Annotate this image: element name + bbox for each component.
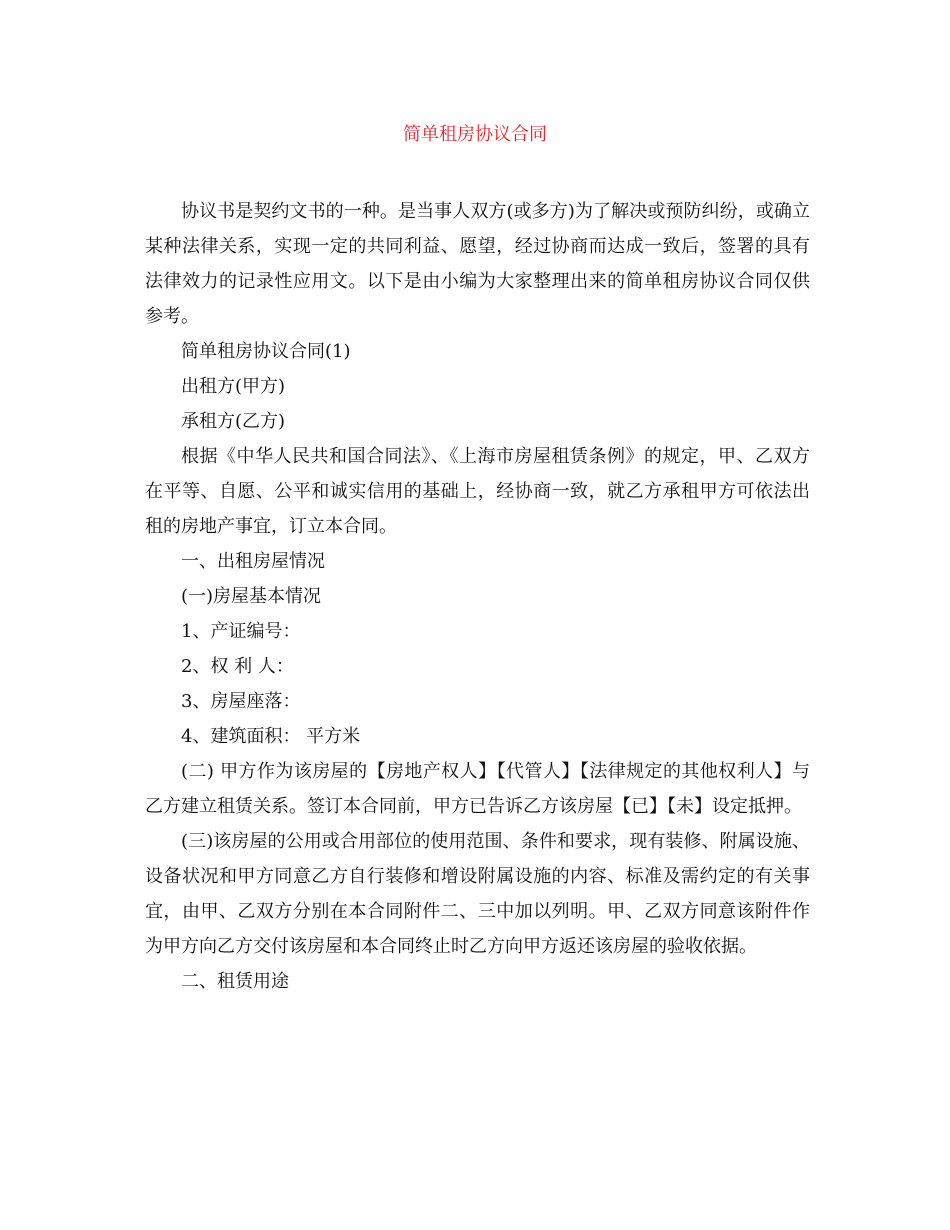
subsection-heading-1: (一)房屋基本情况 xyxy=(181,586,322,607)
document-body xyxy=(145,194,810,999)
certificate-number-line: 1、产证编号： xyxy=(181,621,301,642)
section-heading-2: 二、租赁用途 xyxy=(181,971,289,992)
intro-paragraph: 协议书是契约文书的一种。是当事人双方(或多方)为了解决或预防纠纷，或确立某种法律关系，实现一定的共同利益、愿望，经过协商而达成一致后，签署的具有法律效力的记录性应用文。以下是由小编为大家整理出来的简单租房协议合同仅供参考。 xyxy=(145,201,810,327)
legal-basis-paragraph: 根据《中华人民共和国合同法》、《上海市房屋租赁条例》的规定，甲、乙双方在平等、自愿、公平和诚实信用的基础上，经协商一致，就乙方承租甲方可依法出租的房地产事宜，订立本合同。 xyxy=(145,446,810,537)
contract-heading: 简单租房协议合同(1) xyxy=(181,341,351,362)
subsection-3-paragraph: (三)该房屋的公用或合用部位的使用范围、条件和要求，现有装修、附属设施、设备状况和甲方同意乙方自行装修和增设附属设施的内容、标准及需约定的有关事宜，由甲、乙双方分别在本合同附件二、三中加以列明。甲、乙双方同意该附件作为甲方向乙方交付该房屋和本合同终止时乙方向甲方返还该房屋的验收依据。 xyxy=(145,831,810,957)
house-location-line: 3、房屋座落： xyxy=(181,691,301,712)
document-title: 简单租房协议合同 xyxy=(403,124,547,145)
rights-holder-line: 2、权 利 人： xyxy=(181,656,294,677)
building-area-line: 4、建筑面积： 平方米 xyxy=(181,726,361,747)
subsection-2-paragraph: (二) 甲方作为该房屋的【房地产权人】【代管人】【法律规定的其他权利人】与乙方建立租赁关系。签订本合同前，甲方已告诉乙方该房屋【已】【未】设定抵押。 xyxy=(145,761,810,817)
lessee-line: 承租方(乙方) xyxy=(181,411,286,432)
lessor-line: 出租方(甲方) xyxy=(181,376,286,397)
section-heading-1: 一、出租房屋情况 xyxy=(181,551,325,572)
